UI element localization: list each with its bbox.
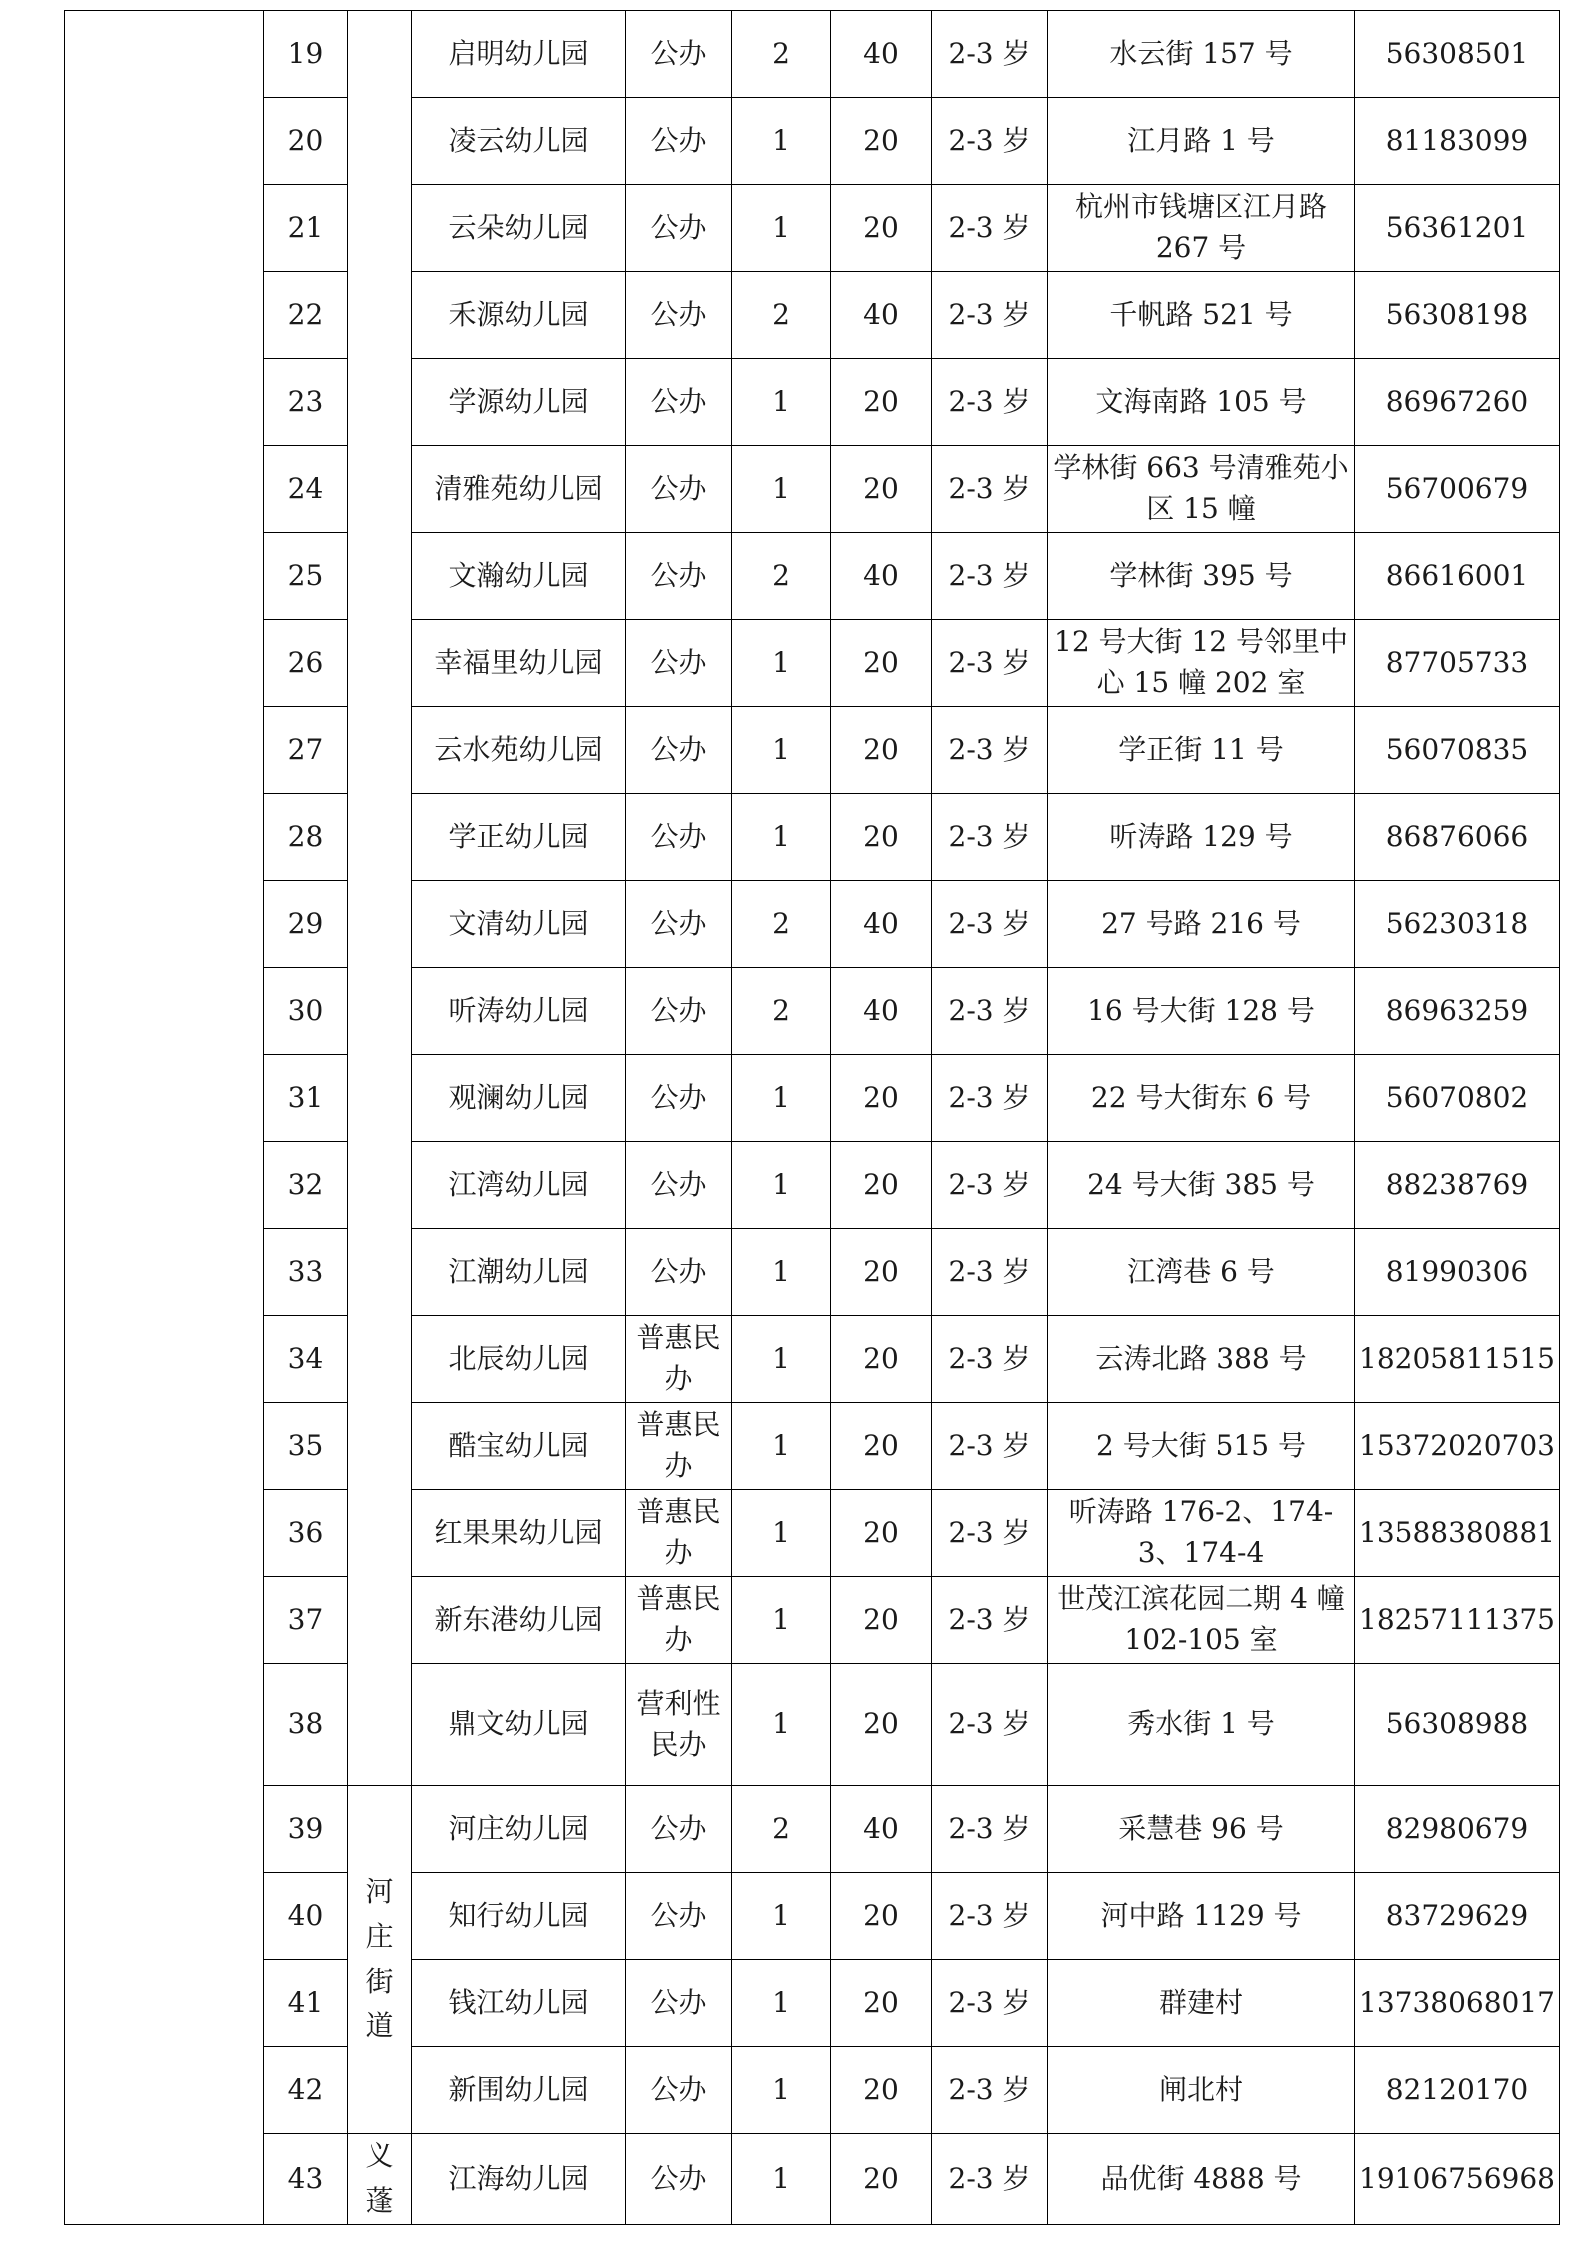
phone-number: 18257111375 <box>1355 1577 1560 1664</box>
phone-number: 56308988 <box>1355 1664 1560 1786</box>
address: 江月路 1 号 <box>1048 98 1355 185</box>
address: 千帆路 521 号 <box>1048 272 1355 359</box>
table-row <box>65 1786 1560 1873</box>
table-row <box>65 2134 1560 2225</box>
phone-number: 13588380881 <box>1355 1490 1560 1577</box>
school-type: 公办 <box>626 2134 732 2225</box>
kindergarten-name: 禾源幼儿园 <box>412 272 626 359</box>
kindergarten-name: 钱江幼儿园 <box>412 1960 626 2047</box>
age-range: 2-3 岁 <box>932 533 1048 620</box>
seat-count: 20 <box>831 2047 932 2134</box>
row-number: 40 <box>264 1873 348 1960</box>
phone-number: 56070835 <box>1355 707 1560 794</box>
seat-count: 20 <box>831 1960 932 2047</box>
kindergarten-name: 鼎文幼儿园 <box>412 1664 626 1786</box>
seat-count: 40 <box>831 1786 932 1873</box>
kindergarten-table <box>64 10 1560 2225</box>
seat-count: 20 <box>831 185 932 272</box>
row-number: 36 <box>264 1490 348 1577</box>
phone-number: 18205811515 <box>1355 1316 1560 1403</box>
phone-number: 82120170 <box>1355 2047 1560 2134</box>
address: 杭州市钱塘区江月路 267 号 <box>1048 185 1355 272</box>
school-type: 公办 <box>626 359 732 446</box>
table-row <box>65 533 1560 620</box>
age-range: 2-3 岁 <box>932 707 1048 794</box>
address: 秀水街 1 号 <box>1048 1664 1355 1786</box>
row-number: 42 <box>264 2047 348 2134</box>
address: 24 号大街 385 号 <box>1048 1142 1355 1229</box>
row-number: 43 <box>264 2134 348 2225</box>
address: 闸北村 <box>1048 2047 1355 2134</box>
seat-count: 20 <box>831 707 932 794</box>
phone-number: 86616001 <box>1355 533 1560 620</box>
school-type: 公办 <box>626 620 732 707</box>
kindergarten-name: 河庄幼儿园 <box>412 1786 626 1873</box>
table-row <box>65 1664 1560 1786</box>
phone-number: 56230318 <box>1355 881 1560 968</box>
school-type: 营利性民办 <box>626 1664 732 1786</box>
address: 听涛路 129 号 <box>1048 794 1355 881</box>
table-row <box>65 794 1560 881</box>
school-type: 公办 <box>626 794 732 881</box>
school-type: 普惠民办 <box>626 1316 732 1403</box>
seat-count: 20 <box>831 1055 932 1142</box>
age-range: 2-3 岁 <box>932 881 1048 968</box>
table-row <box>65 185 1560 272</box>
table-row <box>65 2047 1560 2134</box>
seat-count: 20 <box>831 620 932 707</box>
row-number: 23 <box>264 359 348 446</box>
kindergarten-name: 幸福里幼儿园 <box>412 620 626 707</box>
age-range: 2-3 岁 <box>932 2134 1048 2225</box>
table-row <box>65 1316 1560 1403</box>
school-type: 普惠民办 <box>626 1403 732 1490</box>
kindergarten-name: 云水苑幼儿园 <box>412 707 626 794</box>
address: 2 号大街 515 号 <box>1048 1403 1355 1490</box>
kindergarten-name: 启明幼儿园 <box>412 11 626 98</box>
class-count: 1 <box>732 359 831 446</box>
kindergarten-name: 云朵幼儿园 <box>412 185 626 272</box>
class-count: 1 <box>732 98 831 185</box>
address: 27 号路 216 号 <box>1048 881 1355 968</box>
kindergarten-name: 学正幼儿园 <box>412 794 626 881</box>
row-number: 39 <box>264 1786 348 1873</box>
address: 品优街 4888 号 <box>1048 2134 1355 2225</box>
district-cell <box>348 11 412 1786</box>
kindergarten-name: 凌云幼儿园 <box>412 98 626 185</box>
class-count: 1 <box>732 1960 831 2047</box>
class-count: 1 <box>732 2134 831 2225</box>
address: 云涛北路 388 号 <box>1048 1316 1355 1403</box>
kindergarten-name: 听涛幼儿园 <box>412 968 626 1055</box>
class-count: 1 <box>732 1403 831 1490</box>
table-row <box>65 98 1560 185</box>
kindergarten-name: 文瀚幼儿园 <box>412 533 626 620</box>
age-range: 2-3 岁 <box>932 1873 1048 1960</box>
row-number: 26 <box>264 620 348 707</box>
seat-count: 20 <box>831 1490 932 1577</box>
kindergarten-name: 学源幼儿园 <box>412 359 626 446</box>
address: 采慧巷 96 号 <box>1048 1786 1355 1873</box>
phone-number: 81990306 <box>1355 1229 1560 1316</box>
row-number: 33 <box>264 1229 348 1316</box>
address: 听涛路 176-2、174-3、174-4 <box>1048 1490 1355 1577</box>
row-number: 38 <box>264 1664 348 1786</box>
table-row <box>65 968 1560 1055</box>
seat-count: 20 <box>831 98 932 185</box>
seat-count: 20 <box>831 1229 932 1316</box>
school-type: 公办 <box>626 1786 732 1873</box>
seat-count: 20 <box>831 1577 932 1664</box>
row-number: 24 <box>264 446 348 533</box>
row-number: 41 <box>264 1960 348 2047</box>
class-count: 1 <box>732 185 831 272</box>
table-row <box>65 272 1560 359</box>
kindergarten-name: 酷宝幼儿园 <box>412 1403 626 1490</box>
age-range: 2-3 岁 <box>932 272 1048 359</box>
table-row <box>65 1229 1560 1316</box>
kindergarten-name: 新东港幼儿园 <box>412 1577 626 1664</box>
address: 水云街 157 号 <box>1048 11 1355 98</box>
row-number: 29 <box>264 881 348 968</box>
school-type: 公办 <box>626 1229 732 1316</box>
address: 学林街 395 号 <box>1048 533 1355 620</box>
row-number: 32 <box>264 1142 348 1229</box>
school-type: 公办 <box>626 2047 732 2134</box>
age-range: 2-3 岁 <box>932 2047 1048 2134</box>
address: 12 号大街 12 号邻里中心 15 幢 202 室 <box>1048 620 1355 707</box>
class-count: 2 <box>732 1786 831 1873</box>
class-count: 1 <box>732 620 831 707</box>
school-type: 公办 <box>626 98 732 185</box>
district-yipeng: 义蓬 <box>348 2134 412 2225</box>
address: 学正街 11 号 <box>1048 707 1355 794</box>
table-row <box>65 1490 1560 1577</box>
address: 世茂江滨花园二期 4 幢 102-105 室 <box>1048 1577 1355 1664</box>
school-type: 公办 <box>626 1055 732 1142</box>
school-type: 公办 <box>626 185 732 272</box>
address: 16 号大街 128 号 <box>1048 968 1355 1055</box>
seat-count: 20 <box>831 1664 932 1786</box>
table-row <box>65 620 1560 707</box>
age-range: 2-3 岁 <box>932 185 1048 272</box>
seat-count: 40 <box>831 881 932 968</box>
class-count: 2 <box>732 11 831 98</box>
kindergarten-name: 江潮幼儿园 <box>412 1229 626 1316</box>
age-range: 2-3 岁 <box>932 1960 1048 2047</box>
table-row <box>65 11 1560 98</box>
address: 22 号大街东 6 号 <box>1048 1055 1355 1142</box>
phone-number: 86876066 <box>1355 794 1560 881</box>
class-count: 1 <box>732 1490 831 1577</box>
age-range: 2-3 岁 <box>932 794 1048 881</box>
school-type: 公办 <box>626 272 732 359</box>
school-type: 公办 <box>626 707 732 794</box>
row-number: 30 <box>264 968 348 1055</box>
row-number: 35 <box>264 1403 348 1490</box>
phone-number: 15372020703 <box>1355 1403 1560 1490</box>
seat-count: 20 <box>831 1142 932 1229</box>
phone-number: 86963259 <box>1355 968 1560 1055</box>
table-row <box>65 1142 1560 1229</box>
address: 河中路 1129 号 <box>1048 1873 1355 1960</box>
table-row <box>65 1577 1560 1664</box>
age-range: 2-3 岁 <box>932 98 1048 185</box>
table-row <box>65 1403 1560 1490</box>
kindergarten-name: 北辰幼儿园 <box>412 1316 626 1403</box>
table-row <box>65 446 1560 533</box>
address: 学林街 663 号清雅苑小区 15 幢 <box>1048 446 1355 533</box>
kindergarten-name: 江湾幼儿园 <box>412 1142 626 1229</box>
phone-number: 19106756968 <box>1355 2134 1560 2225</box>
class-count: 1 <box>732 1229 831 1316</box>
phone-number: 87705733 <box>1355 620 1560 707</box>
class-count: 2 <box>732 968 831 1055</box>
seat-count: 20 <box>831 794 932 881</box>
school-type: 公办 <box>626 11 732 98</box>
school-type: 公办 <box>626 1960 732 2047</box>
phone-number: 13738068017 <box>1355 1960 1560 2047</box>
kindergarten-name: 观澜幼儿园 <box>412 1055 626 1142</box>
row-number: 34 <box>264 1316 348 1403</box>
table-row <box>65 707 1560 794</box>
school-type: 公办 <box>626 968 732 1055</box>
phone-number: 56308198 <box>1355 272 1560 359</box>
phone-number: 56361201 <box>1355 185 1560 272</box>
school-type: 普惠民办 <box>626 1577 732 1664</box>
class-count: 1 <box>732 1873 831 1960</box>
seat-count: 40 <box>831 968 932 1055</box>
seat-count: 20 <box>831 359 932 446</box>
age-range: 2-3 岁 <box>932 11 1048 98</box>
age-range: 2-3 岁 <box>932 1490 1048 1577</box>
address: 文海南路 105 号 <box>1048 359 1355 446</box>
age-range: 2-3 岁 <box>932 968 1048 1055</box>
seat-count: 40 <box>831 11 932 98</box>
seat-count: 20 <box>831 1316 932 1403</box>
address: 群建村 <box>1048 1960 1355 2047</box>
class-count: 1 <box>732 1577 831 1664</box>
class-count: 1 <box>732 1142 831 1229</box>
district-hezhuang: 河庄街道 <box>348 1786 412 2134</box>
kindergarten-name: 知行幼儿园 <box>412 1873 626 1960</box>
table-row <box>65 881 1560 968</box>
phone-number: 56308501 <box>1355 11 1560 98</box>
seat-count: 20 <box>831 1873 932 1960</box>
table-row <box>65 1055 1560 1142</box>
row-number: 25 <box>264 533 348 620</box>
school-type: 公办 <box>626 533 732 620</box>
kindergarten-name: 文清幼儿园 <box>412 881 626 968</box>
region-cell <box>65 11 264 2225</box>
class-count: 1 <box>732 446 831 533</box>
age-range: 2-3 岁 <box>932 1403 1048 1490</box>
phone-number: 56700679 <box>1355 446 1560 533</box>
row-number: 28 <box>264 794 348 881</box>
age-range: 2-3 岁 <box>932 1142 1048 1229</box>
row-number: 31 <box>264 1055 348 1142</box>
seat-count: 20 <box>831 2134 932 2225</box>
age-range: 2-3 岁 <box>932 446 1048 533</box>
class-count: 1 <box>732 707 831 794</box>
seat-count: 20 <box>831 1403 932 1490</box>
age-range: 2-3 岁 <box>932 1316 1048 1403</box>
class-count: 2 <box>732 272 831 359</box>
age-range: 2-3 岁 <box>932 1577 1048 1664</box>
phone-number: 56070802 <box>1355 1055 1560 1142</box>
row-number: 21 <box>264 185 348 272</box>
class-count: 2 <box>732 533 831 620</box>
table-row <box>65 1873 1560 1960</box>
seat-count: 40 <box>831 272 932 359</box>
age-range: 2-3 岁 <box>932 1786 1048 1873</box>
school-type: 公办 <box>626 881 732 968</box>
row-number: 19 <box>264 11 348 98</box>
seat-count: 40 <box>831 533 932 620</box>
class-count: 1 <box>732 1664 831 1786</box>
phone-number: 81183099 <box>1355 98 1560 185</box>
class-count: 1 <box>732 1055 831 1142</box>
class-count: 1 <box>732 1316 831 1403</box>
class-count: 2 <box>732 881 831 968</box>
row-number: 37 <box>264 1577 348 1664</box>
age-range: 2-3 岁 <box>932 359 1048 446</box>
school-type: 普惠民办 <box>626 1490 732 1577</box>
school-type: 公办 <box>626 1142 732 1229</box>
seat-count: 20 <box>831 446 932 533</box>
phone-number: 83729629 <box>1355 1873 1560 1960</box>
row-number: 27 <box>264 707 348 794</box>
school-type: 公办 <box>626 1873 732 1960</box>
table-row <box>65 359 1560 446</box>
phone-number: 86967260 <box>1355 359 1560 446</box>
kindergarten-name: 新围幼儿园 <box>412 2047 626 2134</box>
row-number: 22 <box>264 272 348 359</box>
school-type: 公办 <box>626 446 732 533</box>
kindergarten-name: 清雅苑幼儿园 <box>412 446 626 533</box>
age-range: 2-3 岁 <box>932 620 1048 707</box>
table-row <box>65 1960 1560 2047</box>
row-number: 20 <box>264 98 348 185</box>
address: 江湾巷 6 号 <box>1048 1229 1355 1316</box>
class-count: 1 <box>732 794 831 881</box>
phone-number: 82980679 <box>1355 1786 1560 1873</box>
age-range: 2-3 岁 <box>932 1664 1048 1786</box>
kindergarten-name: 江海幼儿园 <box>412 2134 626 2225</box>
phone-number: 88238769 <box>1355 1142 1560 1229</box>
class-count: 1 <box>732 2047 831 2134</box>
kindergarten-name: 红果果幼儿园 <box>412 1490 626 1577</box>
age-range: 2-3 岁 <box>932 1229 1048 1316</box>
age-range: 2-3 岁 <box>932 1055 1048 1142</box>
